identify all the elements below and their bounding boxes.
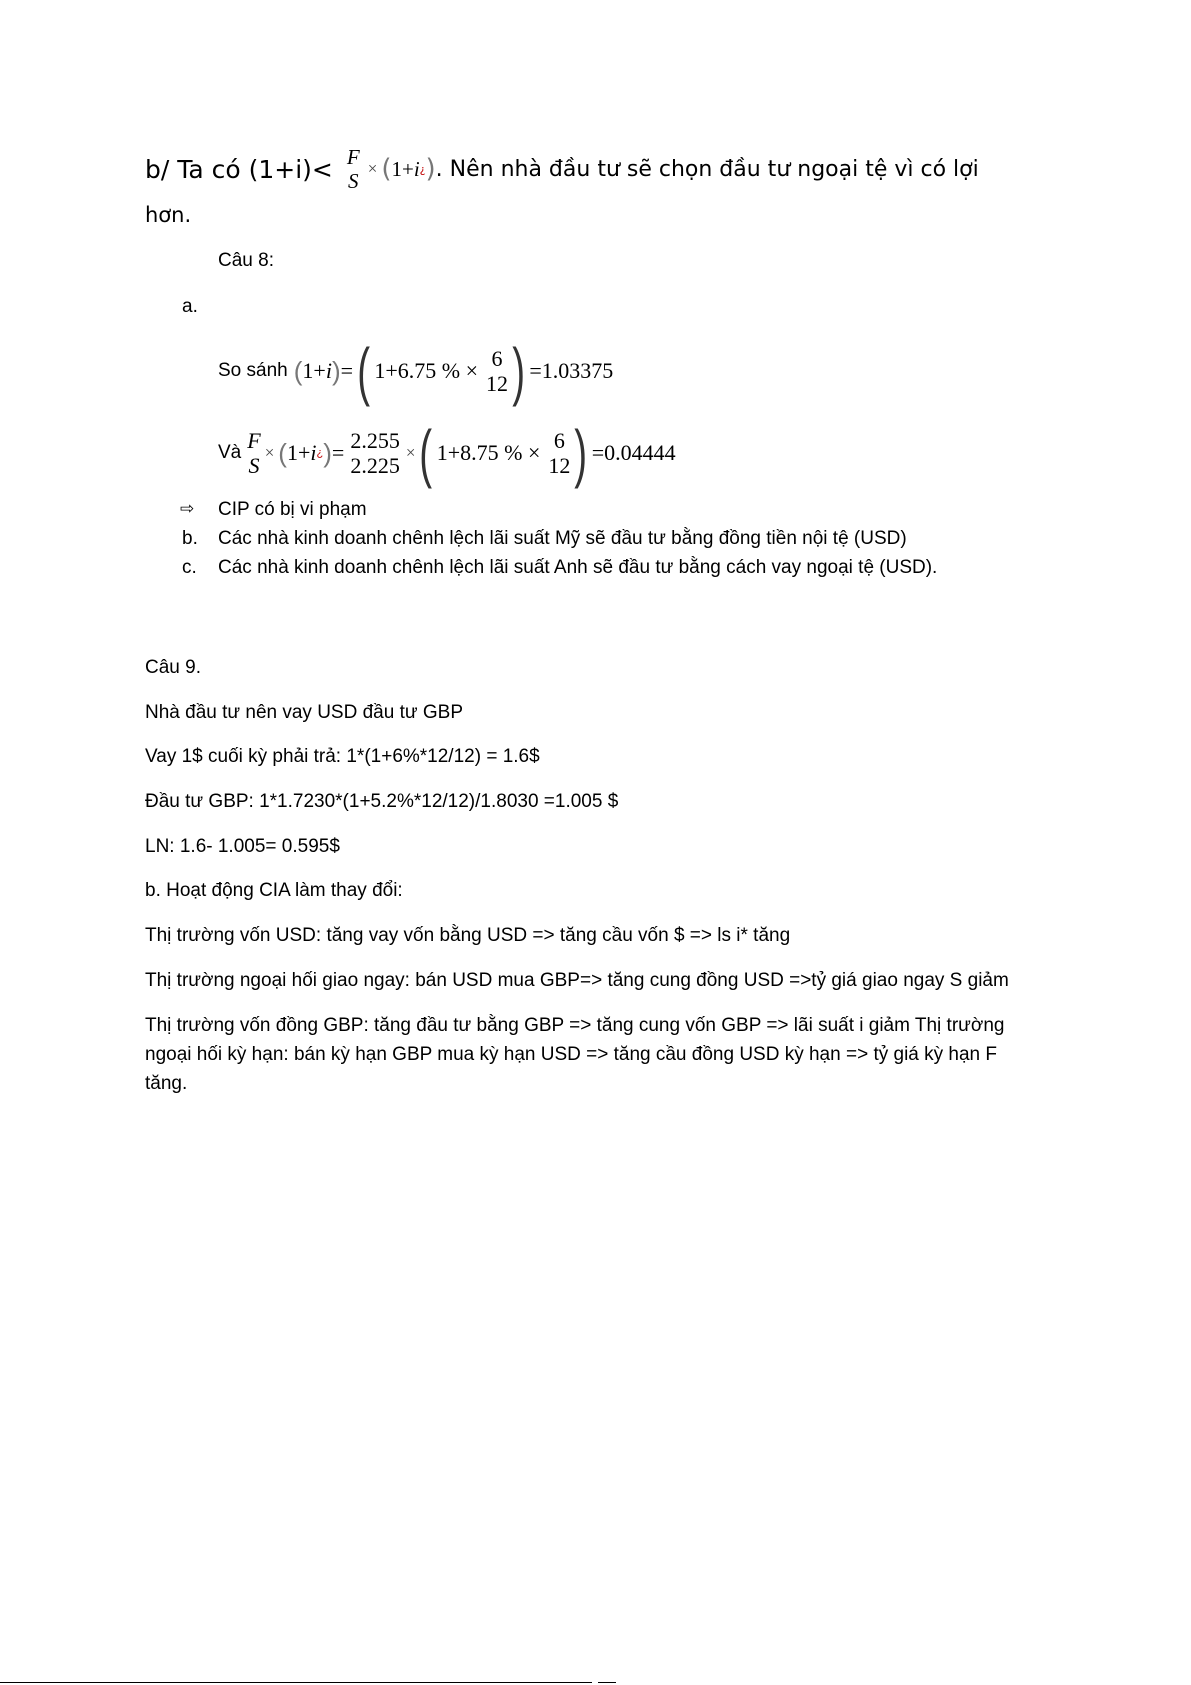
part-b-fraction — [347, 145, 360, 193]
eq2-num: 6 — [553, 427, 565, 453]
cau9-p1: Nhà đầu tư nên vay USD đầu tư GBP — [145, 702, 463, 723]
part-b-tail: . Nên nhà đầu tư sẽ chọn đầu tư ngoại tệ vì có lợi — [435, 156, 979, 182]
cau9-p5: b. Hoạt động CIA làm thay đổi: — [145, 880, 403, 901]
paren-open: ( — [381, 154, 392, 185]
footer-rule-short — [598, 1682, 616, 1683]
eq2-glitch: ¿ — [316, 447, 324, 459]
eq1-result: =1.03375 — [529, 358, 614, 383]
eq2-times: × — [264, 443, 275, 462]
eq2-big-paren-close: ) — [574, 417, 588, 489]
eq1-big-paren-open: ( — [357, 335, 371, 407]
eq2-ratio-num: 2.255 — [350, 427, 400, 453]
eq1-inner: 1+6.75 % × — [374, 358, 478, 383]
cau8-heading: Câu 8: — [218, 250, 274, 271]
cau9-heading: Câu 9. — [145, 657, 201, 678]
part-b-line2: hơn. — [145, 203, 192, 227]
eq2-frac-den: S — [248, 453, 260, 478]
eq2-ratio-den: 2.225 — [350, 453, 400, 478]
eq1-label: So sánh — [218, 360, 288, 381]
eq1-fraction — [486, 346, 508, 397]
eq2-frac-num: F — [247, 427, 261, 453]
cau8-a-label: a. — [182, 296, 198, 317]
eq1-big-paren-close: ) — [512, 335, 526, 407]
eq2-label: Và — [218, 442, 242, 463]
eq1-lhs-i: i — [325, 358, 332, 383]
cau8-b-label: b. — [182, 528, 198, 549]
eq2-equals: = — [331, 440, 345, 465]
cau9-p3: Đầu tư GBP: 1*1.7230*(1+5.2%*12/12)/1.8030 =1.005 $ — [145, 791, 619, 812]
eq1-den: 12 — [486, 371, 508, 396]
eq2-fraction — [548, 428, 570, 479]
cau9-p8-line1: Thị trường vốn đồng GBP: tăng đầu tư bằng GBP => tăng cung vốn GBP => lãi suất i giảm Thị trường — [145, 1015, 1005, 1036]
cau8-c-label: c. — [182, 557, 197, 578]
eq2-big-paren-open: ( — [419, 417, 433, 489]
cau9-p6: Thị trường vốn USD: tăng vay vốn bằng USD => tăng cầu vốn $ => ls i* tăng — [145, 925, 791, 946]
part-b-lead: b/ Ta có (1+i)< — [145, 154, 333, 184]
cau9-p2: Vay 1$ cuối kỳ phải trả: 1*(1+6%*12/12) = 1.6$ — [145, 746, 540, 767]
eq2-fs-fraction — [247, 428, 260, 479]
eq2-den: 12 — [548, 453, 571, 478]
eq2-ratio — [350, 428, 400, 479]
arrow-icon: ⇨ — [180, 499, 195, 518]
equation-1 — [218, 336, 613, 406]
eq2-paren-open: ( — [278, 437, 287, 468]
eq1-equals: = — [340, 358, 354, 383]
equation-2 — [218, 418, 676, 488]
cip-text: CIP có bị vi phạm — [218, 499, 367, 520]
eq1-paren-close: ) — [331, 355, 341, 386]
paren-close: ) — [425, 154, 436, 185]
eq2-times-2: × — [405, 443, 416, 462]
eq1-num: 6 — [491, 345, 503, 371]
eq1-lhs-one: 1+ — [302, 358, 326, 383]
eq2-inner: 1+8.75 % × — [436, 440, 541, 465]
eq2-one-plus: 1+ — [286, 440, 311, 465]
one-plus: 1+ — [391, 156, 414, 181]
cau9-p4: LN: 1.6- 1.005= 0.595$ — [145, 836, 340, 857]
times-sign: × — [367, 159, 378, 179]
cau8-c-text: Các nhà kinh doanh chênh lệch lãi suất Anh sẽ đầu tư bằng cách vay ngoại tệ (USD). — [218, 557, 938, 578]
i-variable: i — [413, 156, 420, 181]
eq2-result: =0.04444 — [591, 440, 676, 465]
glitch-mark: ¿ — [419, 162, 426, 176]
eq2-paren-close: ) — [323, 437, 332, 468]
cau9-p8-line3: tăng. — [145, 1073, 188, 1094]
fraction-numerator: F — [346, 145, 360, 169]
cau9-p8-line2: ngoại hối kỳ hạn: bán kỳ hạn GBP mua kỳ hạn USD => tăng cầu đồng USD kỳ hạn => tỷ giá kỳ hạn F — [145, 1044, 997, 1065]
eq2-i: i — [310, 440, 317, 465]
cau9-p7: Thị trường ngoại hối giao ngay: bán USD mua GBP=> tăng cung đồng USD =>tỷ giá giao ngay S giảm — [145, 970, 1009, 991]
fraction-denominator: S — [348, 169, 359, 194]
eq1-paren-open: ( — [293, 355, 303, 386]
cau8-b-text: Các nhà kinh doanh chênh lệch lãi suất Mỹ sẽ đầu tư bằng đồng tiền nội tệ (USD) — [218, 528, 907, 549]
footer-rule — [0, 1682, 592, 1683]
part-b-line — [145, 145, 979, 193]
